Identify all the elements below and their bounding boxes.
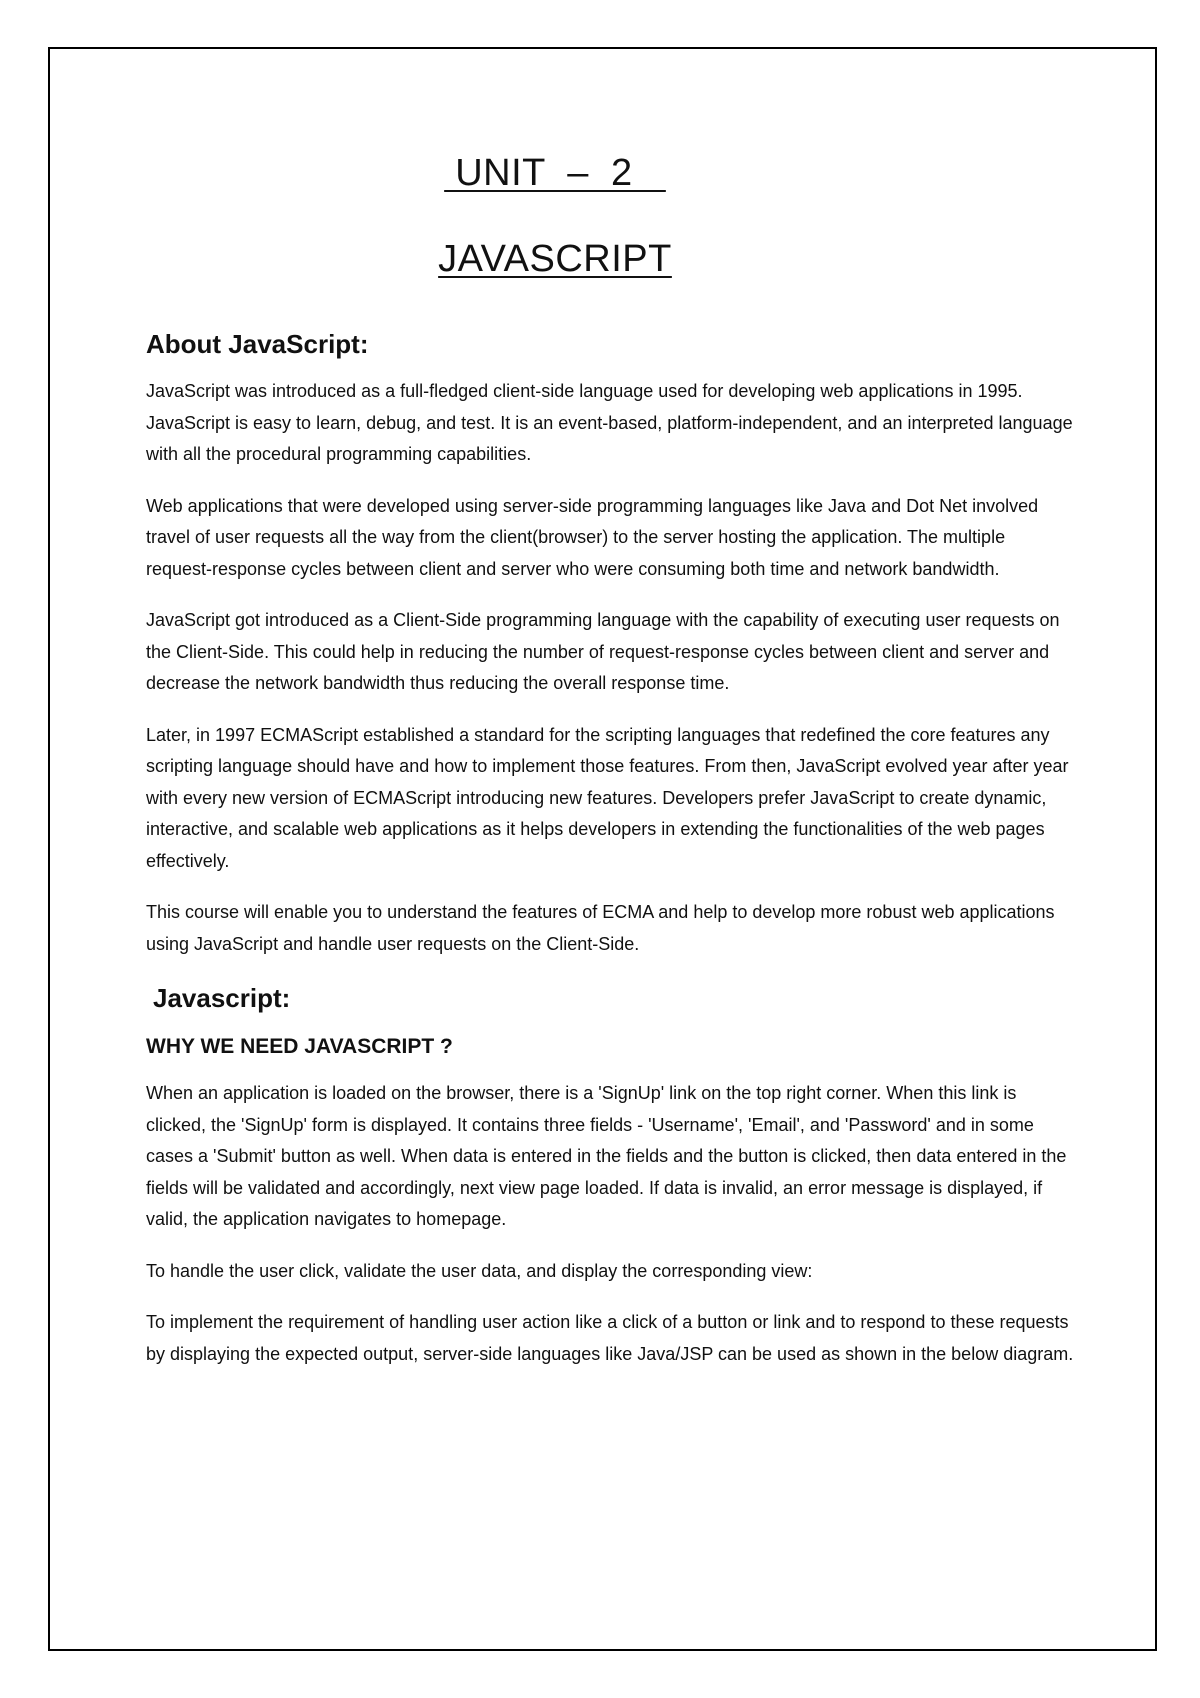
why-heading: WHY WE NEED JAVASCRIPT ? [146, 1035, 453, 1058]
about-paragraph-3: JavaScript got introduced as a Client-Side programming language with the capability of executing user requests on the Client-Side. This could help in reducing the number of request-response cycles between client and server and decrease the network bandwidth thus reducing the overall response time. [146, 610, 1060, 693]
about-paragraph-4: Later, in 1997 ECMAScript established a standard for the scripting languages that redefined the core features any scripting language should have and how to implement those features. From then, JavaScript evolved year after year with every new version of ECMAScript introducing new features. Developers prefer JavaScript to create dynamic, interactive, and scalable web applications as it helps developers in extending the functionalities of the web pages effectively. [146, 724, 1069, 871]
about-paragraph-1: JavaScript was introduced as a full-fledged client-side language used for developing web applications in 1995. JavaScript is easy to learn, debug, and test. It is an event-based, platform-independent, and an interpreted language with all the procedural programming capabilities. [146, 381, 1073, 464]
document-body [146, 326, 1076, 1390]
why-paragraph-3: To implement the requirement of handling user action like a click of a button or link and to respond to these requests by displaying the expected output, server-side languages like Java/JSP can be used as shown in the below diagram. [146, 1312, 1074, 1364]
unit-title: UNIT – 2 [444, 152, 666, 194]
about-paragraph-5: This course will enable you to understand the features of ECMA and help to develop more robust web applications using JavaScript and handle user requests on the Client-Side. [146, 902, 1055, 954]
why-paragraph-1: When an application is loaded on the browser, there is a 'SignUp' link on the top right corner. When this link is clicked, the 'SignUp' form is displayed. It contains three fields - 'Username', 'Email', and 'Password' and in some cases a 'Submit' button as well. When data is entered in the fields and the button is clicked, then data entered in the fields will be validated and accordingly, next view page loaded. If data is invalid, an error message is displayed, if valid, the application navigates to homepage. [146, 1083, 1067, 1229]
javascript-heading: Javascript: [153, 983, 291, 1013]
about-heading: About JavaScript: [146, 329, 369, 359]
about-paragraph-2: Web applications that were developed using server-side programming languages like Java and Dot Net involved travel of user requests all the way from the client(browser) to the server hosting the application. The multiple request-response cycles between client and server who were consuming both time and network bandwidth. [146, 495, 1039, 579]
main-title: JAVASCRIPT [438, 238, 672, 280]
why-paragraph-2: To handle the user click, validate the user data, and display the corresponding view: [146, 1260, 813, 1281]
